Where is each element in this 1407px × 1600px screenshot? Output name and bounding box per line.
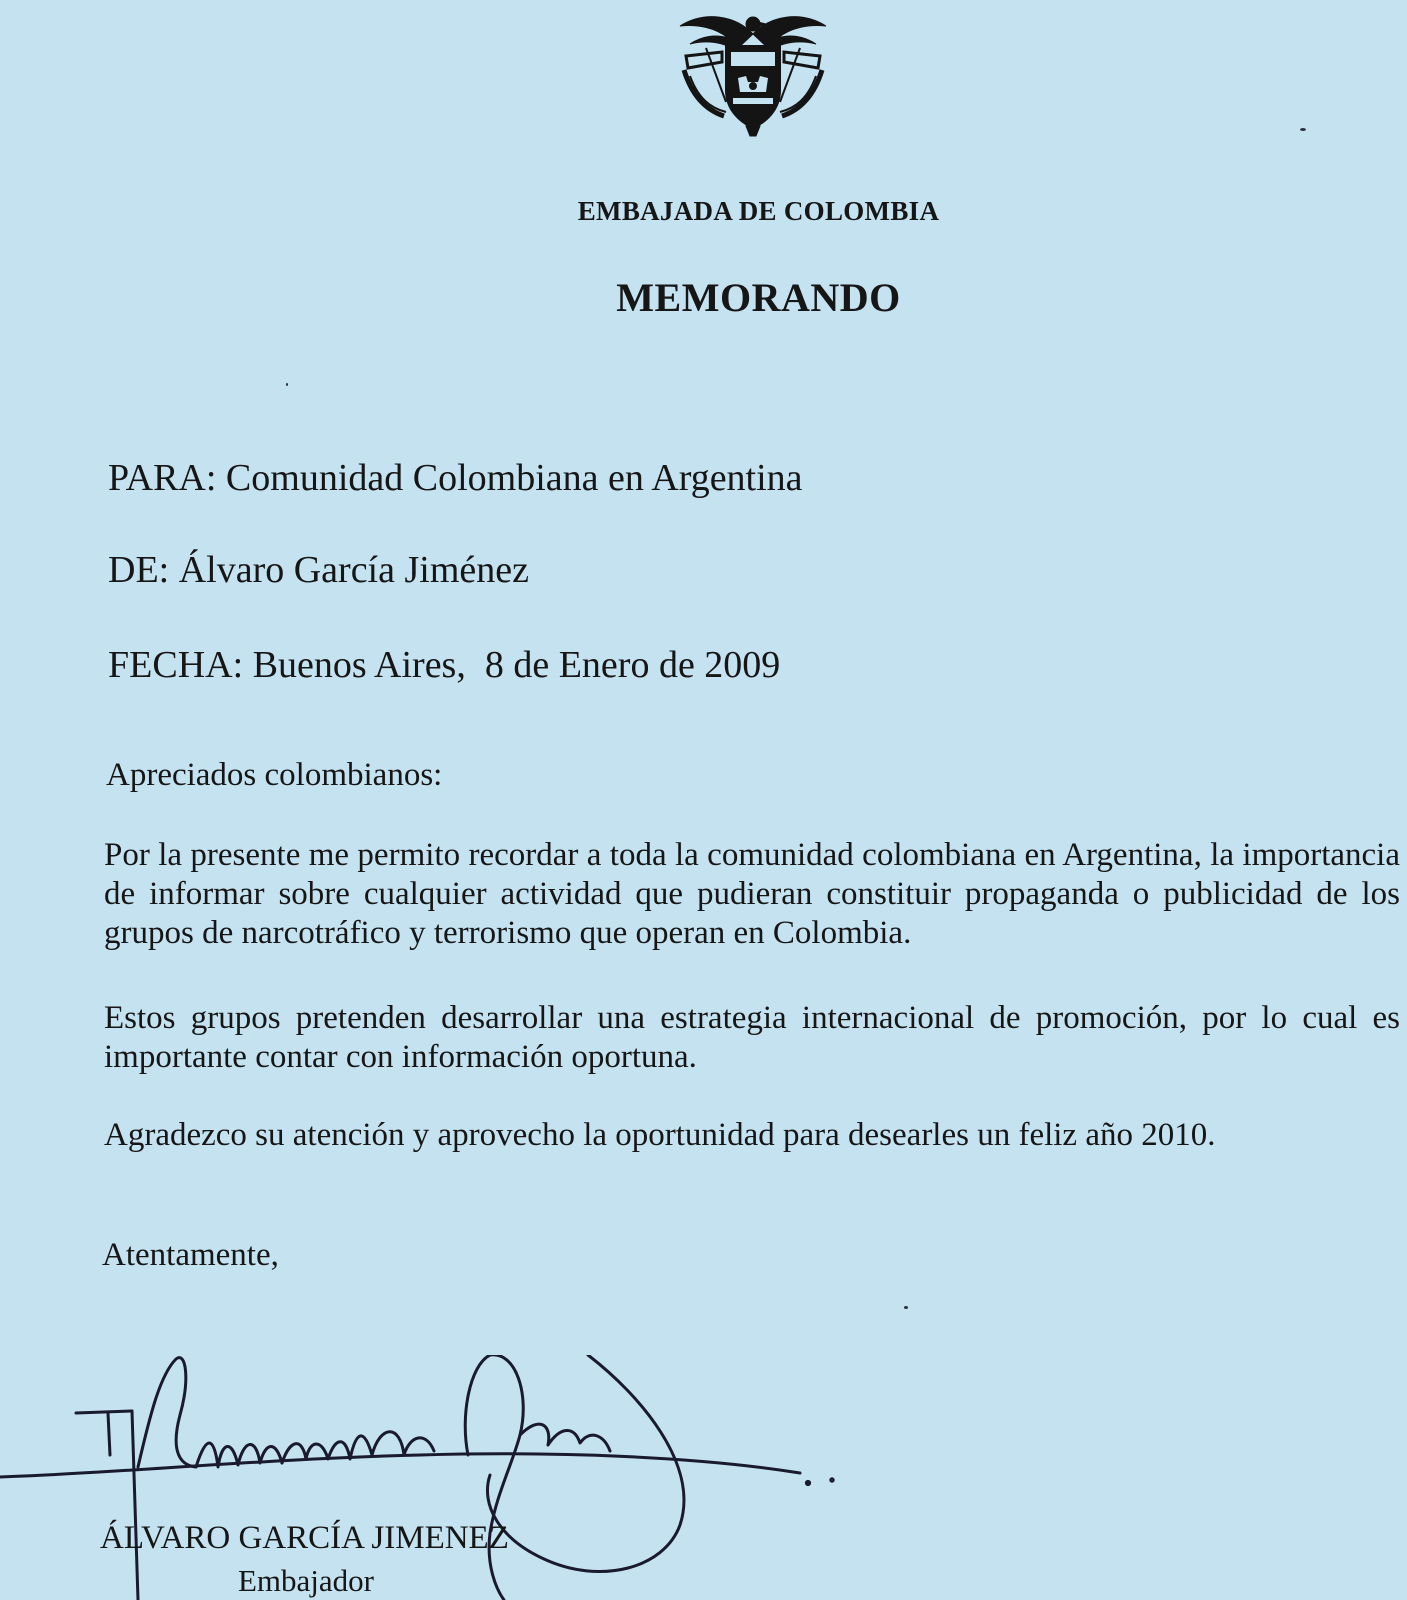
memo-title: MEMORANDO [616, 275, 901, 320]
embassy-heading: EMBAJADA DE COLOMBIA [577, 196, 940, 226]
scan-speck [1300, 128, 1306, 131]
body-paragraph: Estos grupos pretenden desarrollar una estrategia internacional de promoción, por lo cual es importante contar con información oportuna. [104, 1000, 1400, 1075]
date-field: FECHA: Buenos Aires, 8 de Enero de 2009 [108, 644, 781, 686]
scan-speck [286, 383, 288, 386]
signer-name: ÁLVARO GARCÍA JIMENEZ [100, 1520, 509, 1556]
colombia-coat-of-arms-icon [676, 6, 830, 138]
sender-field: DE: Álvaro García Jiménez [108, 549, 529, 591]
greeting: Apreciados colombianos: [106, 757, 443, 793]
scan-speck [904, 1306, 908, 1309]
signer-role: Embajador [238, 1563, 375, 1598]
closing: Atentamente, [102, 1237, 279, 1273]
handwritten-signature [0, 1355, 860, 1600]
body-paragraph: Agradezco su atención y aprovecho la oportunidad para desearles un feliz año 2010. [104, 1117, 1216, 1153]
recipient-field: PARA: Comunidad Colombiana en Argentina [108, 457, 803, 499]
body-paragraph: Por la presente me permito recordar a toda la comunidad colombiana en Argentina, la importancia de informar sobre cualquier actividad que pudieran constituir propaganda o publicidad de los grupos de narcotráfico y terrorismo que operan en Colombia. [104, 837, 1400, 951]
